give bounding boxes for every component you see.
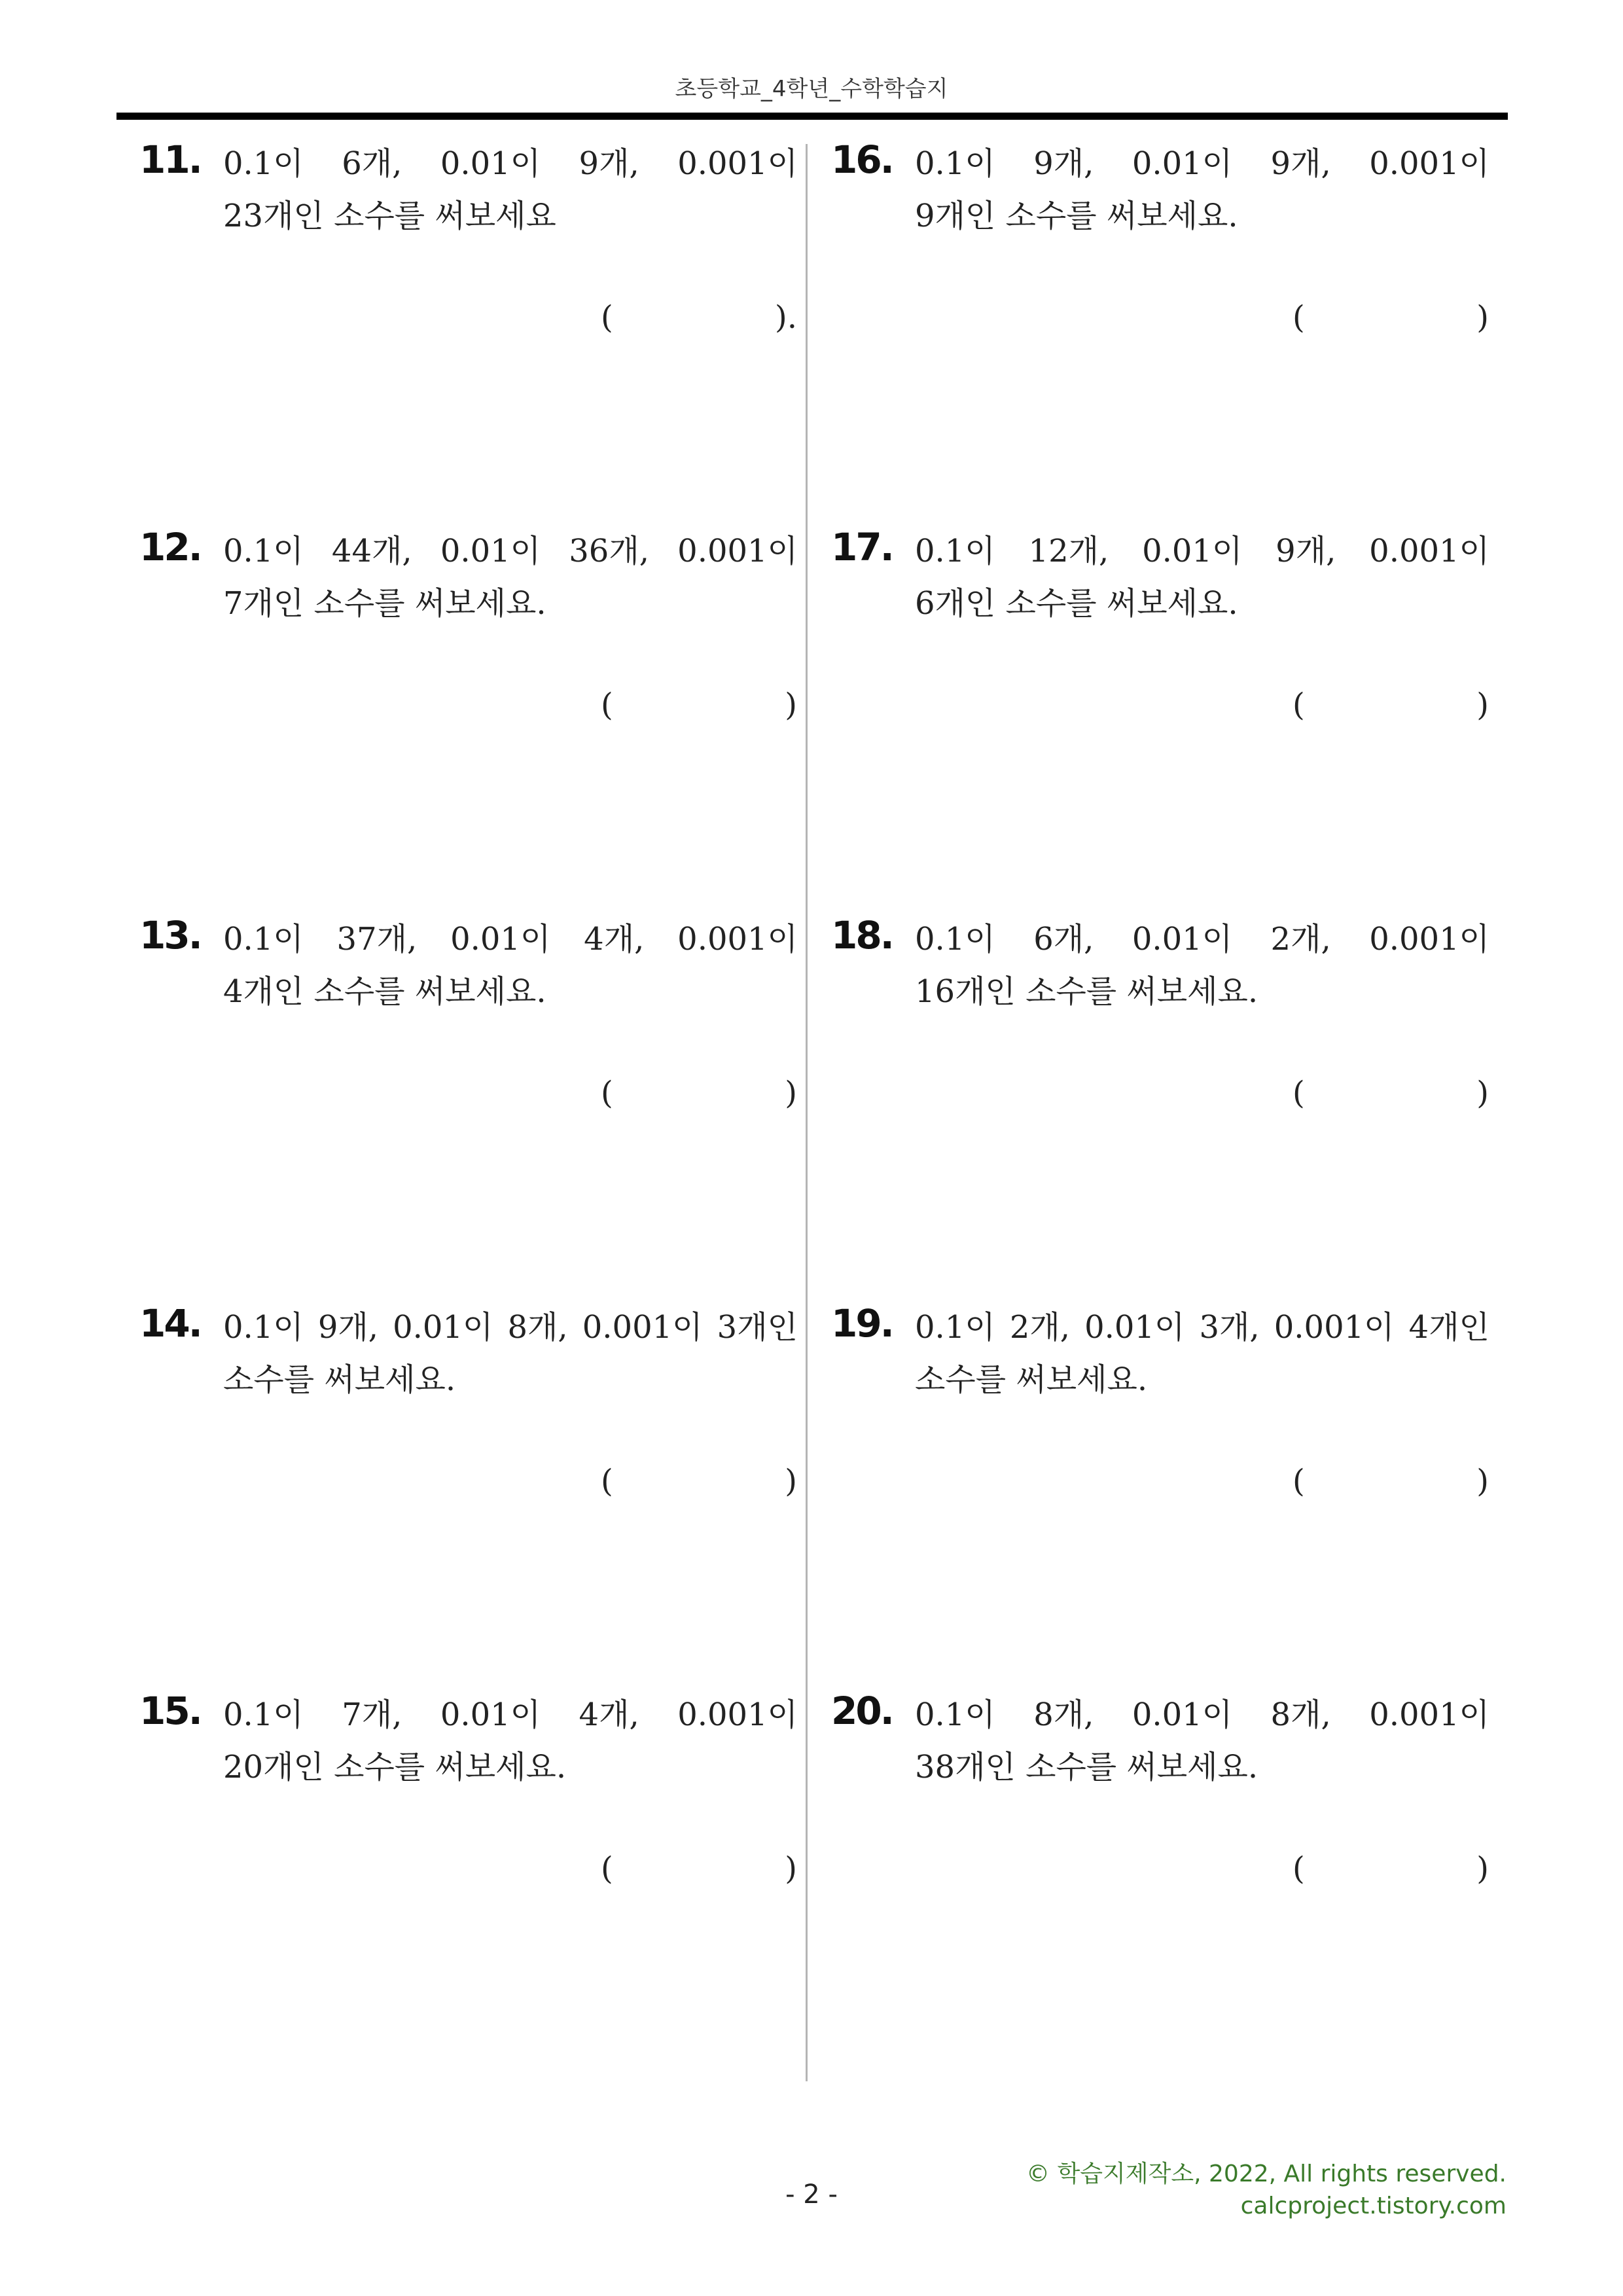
- answer-blank[interactable]: [1293, 1067, 1489, 1119]
- site-url[interactable]: calcproject.tistory.com: [1240, 2193, 1507, 2219]
- problem-text-line1: [915, 525, 1489, 577]
- close-paren: ): [785, 1075, 797, 1111]
- text-token: 0.1이: [915, 1696, 995, 1733]
- open-paren: (: [1293, 1075, 1305, 1111]
- problem-18: [808, 913, 1489, 1253]
- text-token: 0.001이: [582, 1309, 703, 1346]
- close-paren: ): [1476, 1075, 1489, 1111]
- text-token: 9개,: [1275, 533, 1336, 569]
- text-token: 9개,: [317, 1309, 378, 1346]
- text-token: 0.1이: [915, 533, 995, 569]
- text-token: 36개,: [569, 533, 649, 569]
- text-token: 4개,: [579, 1696, 639, 1733]
- problem-text-line2: 20개인 소수를 써보세요.: [223, 1749, 567, 1785]
- text-token: 2개,: [1009, 1309, 1070, 1346]
- problem-number: 13.: [139, 913, 201, 958]
- problem-number: 11.: [139, 137, 201, 182]
- text-token: 0.001이: [1369, 533, 1489, 569]
- text-token: 0.01이: [440, 1696, 541, 1733]
- problem-text-line2: 소수를 써보세요.: [915, 1361, 1148, 1398]
- problem-text-line2: 23개인 소수를 써보세요: [223, 198, 556, 234]
- text-token: 3개인: [717, 1309, 798, 1346]
- problem-20: [808, 1689, 1489, 2029]
- open-paren: (: [1293, 299, 1305, 336]
- text-token: 0.01이: [1132, 1696, 1233, 1733]
- problem-number: 18.: [831, 913, 893, 958]
- text-token: 0.001이: [1274, 1309, 1395, 1346]
- open-paren: (: [1293, 1463, 1305, 1499]
- problem-12: [116, 525, 798, 865]
- page-number: - 2 -: [785, 2179, 838, 2210]
- problem-text-line1: [223, 1689, 798, 1741]
- problem-number: 12.: [139, 525, 201, 569]
- text-token: 4개인: [1408, 1309, 1489, 1346]
- problem-number: 16.: [831, 137, 893, 182]
- close-paren: ): [1476, 1850, 1489, 1887]
- answer-blank[interactable]: [601, 291, 797, 344]
- text-token: 0.001이: [1369, 1696, 1489, 1733]
- text-token: 0.1이: [223, 1309, 304, 1346]
- text-token: 7개,: [342, 1696, 402, 1733]
- problem-text-line1: [915, 1689, 1489, 1741]
- text-token: 0.01이: [1084, 1309, 1185, 1346]
- problem-text-line1: [223, 525, 798, 577]
- text-token: 0.01이: [1142, 533, 1243, 569]
- text-token: 0.1이: [223, 1696, 304, 1733]
- answer-blank[interactable]: [601, 1067, 797, 1119]
- problem-17: [808, 525, 1489, 865]
- problem-text-line2: 9개인 소수를 써보세요.: [915, 198, 1238, 234]
- text-token: 8개,: [1270, 1696, 1331, 1733]
- close-paren: ).: [775, 299, 797, 336]
- text-token: 0.01이: [440, 533, 541, 569]
- text-token: 0.1이: [915, 145, 995, 182]
- problem-19: [808, 1301, 1489, 1641]
- open-paren: (: [601, 1075, 613, 1111]
- text-token: 0.001이: [677, 1696, 798, 1733]
- problem-text-line2: 4개인 소수를 써보세요.: [223, 973, 546, 1010]
- text-token: 0.001이: [677, 145, 798, 182]
- text-token: 0.01이: [1132, 921, 1233, 958]
- answer-blank[interactable]: [1293, 1842, 1489, 1895]
- text-token: 0.1이: [223, 921, 304, 958]
- problem-number: 15.: [139, 1689, 201, 1733]
- problem-11: [116, 137, 798, 478]
- answer-blank[interactable]: [1293, 291, 1489, 344]
- text-token: 0.01이: [450, 921, 551, 958]
- text-token: 8개,: [507, 1309, 568, 1346]
- problem-text-line1: [915, 1301, 1489, 1354]
- problem-text-line1: [915, 913, 1489, 965]
- text-token: 0.01이: [393, 1309, 493, 1346]
- answer-blank[interactable]: [1293, 679, 1489, 731]
- answer-blank[interactable]: [601, 1842, 797, 1895]
- close-paren: ): [1476, 1463, 1489, 1499]
- answer-blank[interactable]: [601, 679, 797, 731]
- text-token: 8개,: [1033, 1696, 1094, 1733]
- text-token: 4개,: [584, 921, 645, 958]
- answer-blank[interactable]: [601, 1455, 797, 1507]
- problem-number: 20.: [831, 1689, 893, 1733]
- text-token: 0.1이: [915, 1309, 995, 1346]
- close-paren: ): [785, 687, 797, 723]
- problem-text-line1: [223, 913, 798, 965]
- problem-text-line2: 6개인 소수를 써보세요.: [915, 585, 1238, 622]
- header-rule: [116, 113, 1508, 120]
- close-paren: ): [785, 1850, 797, 1887]
- text-token: 0.001이: [677, 921, 798, 958]
- text-token: 44개,: [331, 533, 412, 569]
- text-token: 0.01이: [1132, 145, 1233, 182]
- text-token: 0.1이: [223, 533, 304, 569]
- open-paren: (: [1293, 1850, 1305, 1887]
- problem-text-line1: [915, 137, 1489, 190]
- answer-blank[interactable]: [1293, 1455, 1489, 1507]
- problem-13: [116, 913, 798, 1253]
- text-token: 2개,: [1270, 921, 1331, 958]
- text-token: 6개,: [1033, 921, 1094, 958]
- text-token: 0.001이: [677, 533, 798, 569]
- text-token: 3개,: [1199, 1309, 1260, 1346]
- problem-text-line2: 7개인 소수를 써보세요.: [223, 585, 546, 622]
- text-token: 37개,: [336, 921, 418, 958]
- problem-number: 19.: [831, 1301, 893, 1346]
- problem-text-line2: 16개인 소수를 써보세요.: [915, 973, 1258, 1010]
- text-token: 0.1이: [223, 145, 304, 182]
- close-paren: ): [1476, 299, 1489, 336]
- text-token: 9개,: [1270, 145, 1331, 182]
- problem-text-line2: 소수를 써보세요.: [223, 1361, 456, 1398]
- problem-text-line1: [223, 1301, 798, 1354]
- text-token: 0.01이: [440, 145, 541, 182]
- problem-number: 17.: [831, 525, 893, 569]
- text-token: 0.1이: [915, 921, 995, 958]
- text-token: 0.001이: [1369, 921, 1489, 958]
- problem-text-line2: 38개인 소수를 써보세요.: [915, 1749, 1258, 1785]
- open-paren: (: [601, 1850, 613, 1887]
- worksheet-title: 초등학교_4학년_수학학습지: [675, 76, 948, 102]
- problem-14: [116, 1301, 798, 1641]
- text-token: 9개,: [579, 145, 639, 182]
- close-paren: ): [1476, 687, 1489, 723]
- text-token: 12개,: [1028, 533, 1109, 569]
- copyright-notice: © 학습지제작소, 2022, All rights reserved.: [1026, 2161, 1507, 2187]
- text-token: 6개,: [342, 145, 402, 182]
- open-paren: (: [601, 299, 613, 336]
- open-paren: (: [601, 1463, 613, 1499]
- problem-text-line1: [223, 137, 798, 190]
- problem-number: 14.: [139, 1301, 201, 1346]
- problem-15: [116, 1689, 798, 2029]
- text-token: 9개,: [1033, 145, 1094, 182]
- problem-16: [808, 137, 1489, 478]
- text-token: 0.001이: [1369, 145, 1489, 182]
- open-paren: (: [1293, 687, 1305, 723]
- close-paren: ): [785, 1463, 797, 1499]
- column-divider: [806, 144, 808, 2081]
- open-paren: (: [601, 687, 613, 723]
